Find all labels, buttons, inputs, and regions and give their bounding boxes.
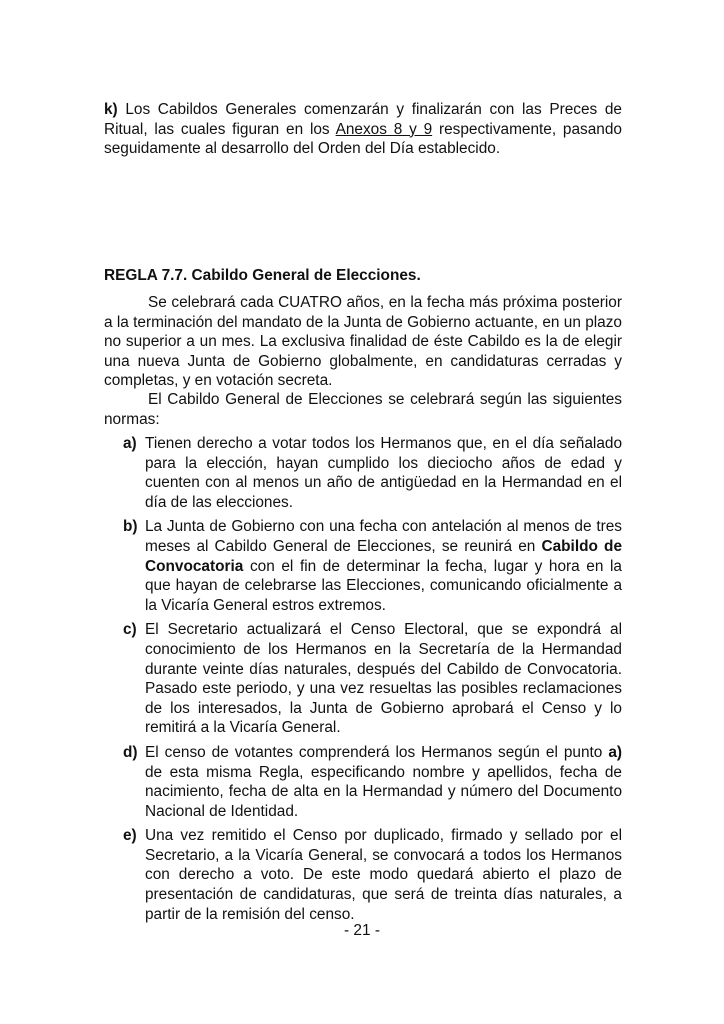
section-heading: REGLA 7.7. Cabildo General de Elecciones. [104, 267, 421, 284]
paragraph-k-text-b: respectivamente, pasando seguidamente al desarrollo del Orden del Día establecido. [104, 120, 622, 158]
list-marker: a) [123, 435, 137, 452]
list-item-c [104, 620, 622, 738]
list-item-bold: a) [608, 743, 622, 761]
list-marker: c) [123, 621, 137, 639]
list-item-text: El Secretario actualizará el Censo Electoral, que se expondrá al conocimiento de los Hermanos en la Secretaría de la Hermandad durante veinte días naturales, después del Cabildo de Convocatoria. Pasado este periodo, y una vez resueltas las posibles reclamaciones de los interesados, la Junta de Gobierno aprobará el Censo y lo remitirá a la Vicaría General. [145, 621, 622, 737]
section-intro-paragraph [104, 293, 622, 391]
list-item-text-b: de esta misma Regla, especificando nombre y apellidos, fecha de nacimiento, fecha de alta en la Hermandad y número del Documento Nacional de Identidad. [145, 763, 622, 820]
list-item-a [104, 434, 622, 512]
list-marker-k: k) [104, 101, 118, 118]
list-item-text-a: La Junta de Gobierno con una fecha con antelación al menos de tres meses al Cabildo General de Elecciones, se reunirá en [145, 518, 622, 555]
norms-intro-paragraph [104, 390, 622, 429]
list-item-bold: Cabildo de Convocatoria [145, 537, 622, 575]
list-item-text: Una vez remitido el Censo por duplicado, firmado y sellado por el Secretario, a la Vicaría General, se convocará a todos los Hermanos con derecho a voto. De este modo quedará abierto el plazo de presentación de candidaturas, que será de treinta días naturales, a partir de la remisión del censo. [145, 827, 622, 923]
page-number: - 21 - [344, 922, 380, 939]
list-item-b [104, 517, 622, 615]
list-item-text-a: El censo de votantes comprenderá los Hermanos según el punto [145, 743, 609, 761]
paragraph-k-text-a: Los Cabildos Generales comenzarán y finalizarán con las Preces de Ritual, las cuales figuran en los [104, 101, 622, 138]
norms-list [104, 434, 622, 929]
section-intro-text: Se celebrará cada CUATRO años, en la fecha más próxima posterior a la terminación del mandato de la Junta de Gobierno actuante, en un plazo no superior a un mes. La exclusiva finalidad de éste Cabildo es la de elegir una nueva Junta de Gobierno globalmente, en candidaturas cerradas y completas, y en votación secreta. [104, 294, 622, 390]
list-marker: d) [123, 743, 138, 761]
list-item-e [104, 826, 622, 924]
list-item-text-b: con el fin de determinar la fecha, lugar y hora en la que hayan de celebrarse las Elecciones, comunicando oficialmente a la Vicaría General estros extremos. [145, 557, 622, 614]
list-marker: b) [123, 518, 138, 536]
list-marker: e) [123, 827, 137, 845]
list-item-text: Tienen derecho a votar todos los Hermanos que, en el día señalado para la elección, hayan cumplido los dieciocho años de edad y cuenten con al menos un año de antigüedad en la Hermandad en el día de las elecciones. [145, 435, 622, 511]
paragraph-k [104, 100, 622, 159]
norms-intro-text: El Cabildo General de Elecciones se celebrará según las siguientes normas: [104, 391, 622, 428]
list-item-d [104, 743, 622, 821]
annex-reference: Anexos 8 y 9 [335, 120, 433, 138]
